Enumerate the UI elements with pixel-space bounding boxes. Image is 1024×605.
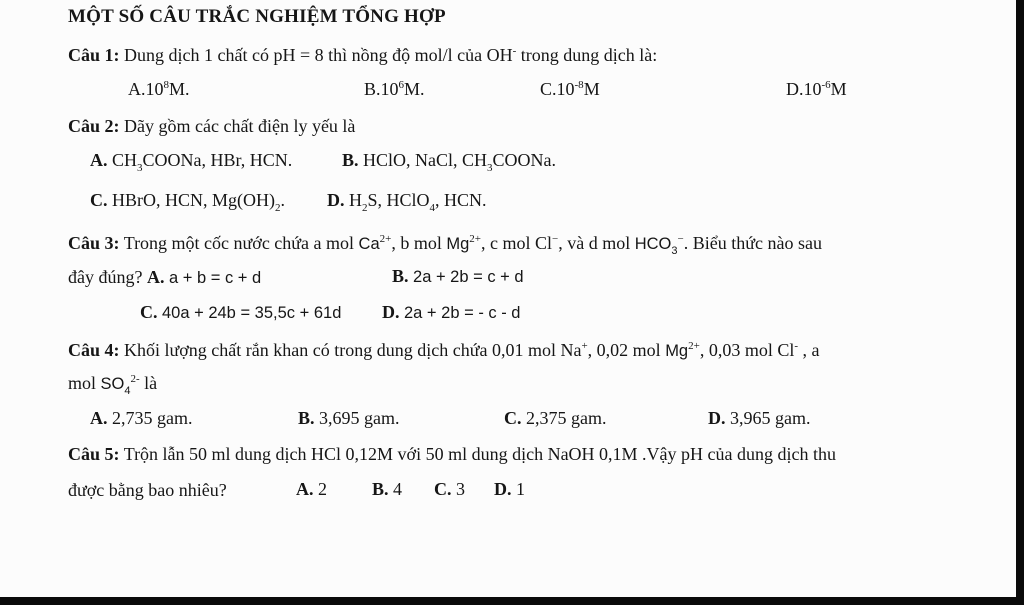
question-1-option-c: $C.10^{-8}M$	[540, 79, 600, 99]
question-3-option-c: 40a + 24b = 35,5c + 61d	[162, 304, 342, 322]
question-5-label: Câu 5:	[68, 444, 120, 464]
question-4: Câu 4: Khối lượng chất rắn khan có trong dung dịch chứa 0,01 mol Na+, 0,02 mol $Mg^{2+}$, 0,03 mol Cl- , a	[68, 340, 820, 360]
question-3-line-2: đây đúng? A. a + b = c + d	[68, 267, 262, 287]
question-1-option-b: $B.10^6M$.	[364, 79, 425, 99]
question-5-line-2: được bằng bao nhiêu?	[68, 480, 227, 500]
question-2-label: Câu 2:	[68, 116, 120, 136]
document-title: MỘT SỐ CÂU TRẮC NGHIỆM TỔNG HỢP	[68, 6, 446, 27]
question-1-option-d: $D.10^{-6}M$	[786, 79, 847, 99]
question-5-option-d: D. 1	[494, 479, 525, 499]
question-2-option-d: D. $H_2S$, HClO$_4$, HCN.	[327, 190, 487, 214]
question-2-option-a: A. $CH_3COONa$, HBr, HCN.	[90, 150, 293, 174]
question-5-option-c: C. 3	[434, 479, 465, 499]
question-2	[68, 115, 355, 137]
question-5-option-b: B. 4	[372, 479, 403, 499]
screen-edge-right	[1016, 0, 1024, 605]
question-3-option-a-label: A.	[146, 267, 165, 287]
question-3-option-b-wrap: B. 2a + 2b = c + d	[392, 266, 524, 286]
question-5-option-a: A. 2	[296, 479, 327, 499]
question-3-option-b: 2a + 2b = c + d	[413, 268, 524, 286]
question-1-option-a: $A.10^8M$.	[128, 79, 190, 99]
question-3-option-d: 2a + 2b = - c - d	[404, 304, 521, 322]
question-3-option-a: a + b = c + d	[168, 269, 262, 287]
question-3-option-d-wrap: D. 2a + 2b = - c - d	[382, 302, 521, 322]
question-5-text: Trộn lẫn 50 ml dung dịch HCl 0,12M với 50 ml dung dịch NaOH 0,1M .Vậy pH của dung dịch thu	[123, 444, 837, 464]
question-4-label: Câu 4:	[68, 340, 120, 360]
question-4-option-b: B. 3,695 gam.	[298, 408, 400, 428]
question-2-option-c: C. HBrO, HCN, $Mg(OH)_2$.	[90, 190, 285, 214]
question-4-option-d: D. 3,965 gam.	[708, 408, 811, 428]
question-4-line-2: mol $SO_4^{2-}$ là	[68, 373, 158, 397]
question-5	[68, 443, 836, 465]
screen-edge-bottom	[0, 597, 1024, 605]
question-4-option-a: A. 2,735 gam.	[90, 408, 193, 428]
question-3-option-c-wrap: C. 40a + 24b = 35,5c + 61d	[140, 302, 342, 322]
question-3: Câu 3: Trong một cốc nước chứa a mol $Ca^{2+}$, b mol $Mg^{2+}$, c mol Cl−, và d mol $HCO_3^-$. Biểu thức nào sau	[68, 233, 822, 257]
question-3-label: Câu 3:	[68, 233, 120, 253]
question-1-text: Dung dịch 1 chất có pH = 8 thì nồng độ mol/l của OH	[124, 45, 513, 65]
question-2-text: Dãy gồm các chất điện ly yếu là	[124, 116, 356, 136]
question-1-label: Câu 1:	[68, 45, 120, 65]
question-1: Câu 1: Dung dịch 1 chất có pH = 8 thì nồng độ mol/l của OH- trong dung dịch là:	[68, 45, 658, 65]
question-4-option-c: C. 2,375 gam.	[504, 408, 607, 428]
question-2-option-b: B. HClO, NaCl, $CH_3COONa$.	[342, 150, 557, 174]
